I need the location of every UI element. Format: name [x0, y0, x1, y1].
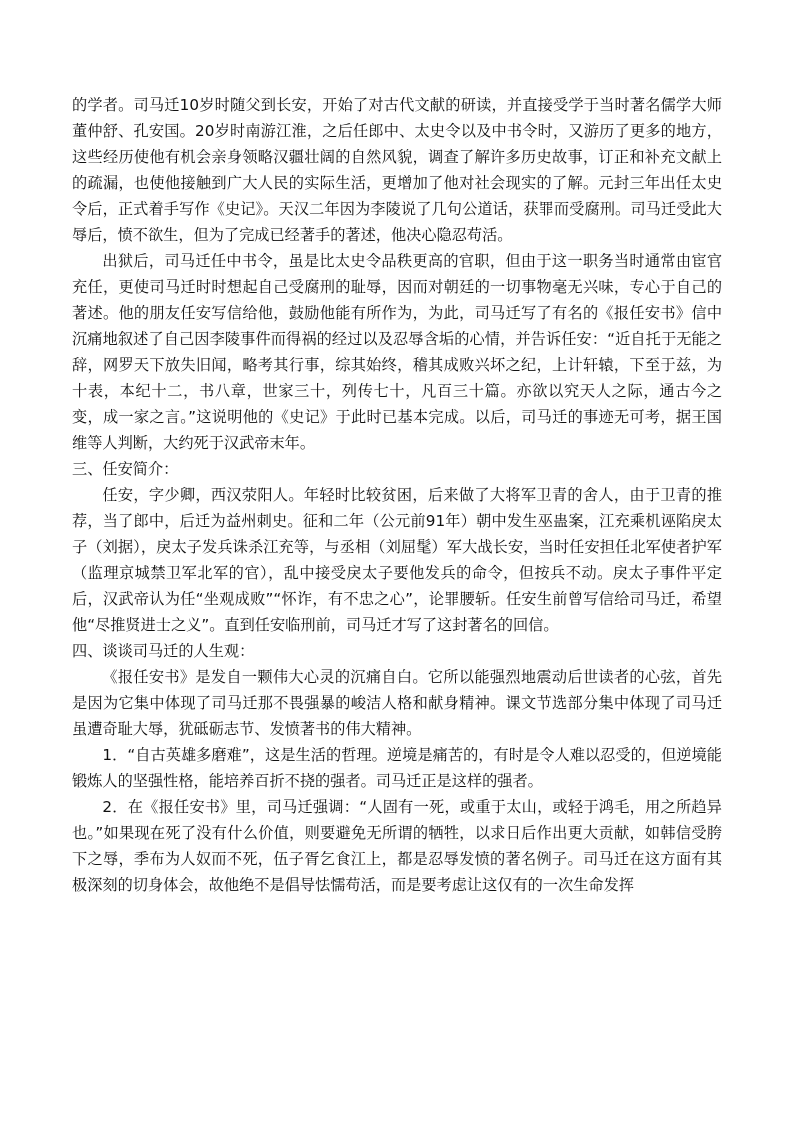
paragraph-sima-qian-after-prison: 出狱后，司马迁任中书令，虽是比太史令品秩更高的官职，但由于这一职务当时通常由宦官充任，更使司马迁时时想起自己受腐刑的耻辱，因而对朝廷的一切事物毫无兴味，专心于自己的著述。他的朋友任安写信给他，鼓励他能有所作为，为此，司马迁写了有名的《报任安书》信中沉痛地叙述了自己因李陵事件而得祸的经过以及忍辱含垢的心情，并告诉任安：“近自托于无能之辞，网罗天下放失旧闻，略考其行事，综其始终，稽其成败兴坏之纪，上计轩辕，下至于兹，为十表，本纪十二，书八章，世家三十，列传七十，凡百三十篇。亦欲以究天人之际，通古今之变，成一家之言。”这说明他的《史记》于此时已基本完成。以后，司马迁的事迹无可考，据王国维等人判断，大约死于汉武帝末年。 [72, 252, 722, 452]
paragraph-point-two: 2．在《报任安书》里，司马迁强调：“人固有一死，或重于太山，或轻于鸿毛，用之所趋异也。”如果现在死了没有什么价值，则要避免无所谓的牺牲，以求日后作出更大贡献，如韩信受胯下之辱，季布为人奴而不死，伍子胥乞食江上，都是忍辱发愤的著名例子。司马迁在这方面有其极深刻的切身体会，故他绝不是倡导怯懦苟活，而是要考虑让这仅有的一次生命发挥 [72, 798, 722, 894]
document-page [72, 92, 722, 898]
section-heading-outlook-on-life: 四、谈谈司马迁的人生观： [72, 642, 255, 660]
paragraph-sima-qian-early-life: 的学者。司马迁10岁时随父到长安，开始了对古代文献的研读，并直接受学于当时著名儒学大师董仲舒、孔安国。20岁时南游江淮，之后任郎中、太史令以及中书令时，又游历了更多的地方，这些经历使他有机会亲身领略汉疆壮阔的自然风貌，调查了解许多历史故事，订正和补充文献上的疏漏，也使他接触到广大人民的实际生活，更增加了他对社会现实的了解。元封三年出任太史令后，正式着手写作《史记》。天汉二年因为李陵说了几句公道话，获罪而受腐刑。司马迁受此大辱后，愤不欲生，但为了完成已经著手的著述，他决心隐忍苟活。 [72, 96, 722, 244]
paragraph-ren-an-intro: 任安，字少卿，西汉荥阳人。年轻时比较贫困，后来做了大将军卫青的舍人，由于卫青的推荐，当了郎中，后迁为益州刺史。征和二年（公元前91年）朝中发生巫蛊案，江充乘机诬陷戾太子（刘据），戾太子发兵诛杀江充等，与丞相（刘屈髦）军大战长安，当时任安担任北军使者护军（监理京城禁卫军北军的官），乱中接受戾太子要他发兵的命令，但按兵不动。戾太子事件平定后，汉武帝认为任“坐观成败”“怀诈，有不忠之心”，论罪腰斩。任安生前曾写信给司马迁，希望他“尽推贤进士之义”。直到任安临刑前，司马迁才写了这封著名的回信。 [72, 486, 722, 634]
paragraph-point-one: 1．“自古英雄多磨难”，这是生活的哲理。逆境是痛苦的，有时是令人难以忍受的，但逆境能锻炼人的坚强性格，能培养百折不挠的强者。司马迁正是这样的强者。 [72, 746, 722, 790]
paragraph-letter-significance: 《报任安书》是发自一颗伟大心灵的沉痛自白。它所以能强烈地震动后世读者的心弦，首先是因为它集中体现了司马迁那不畏强暴的峻洁人格和献身精神。课文节选部分集中体现了司马迁虽遭奇耻大辱，犹砥砺志节、发愤著书的伟大精神。 [72, 668, 722, 738]
section-heading-ren-an: 三、任安简介： [72, 460, 179, 478]
